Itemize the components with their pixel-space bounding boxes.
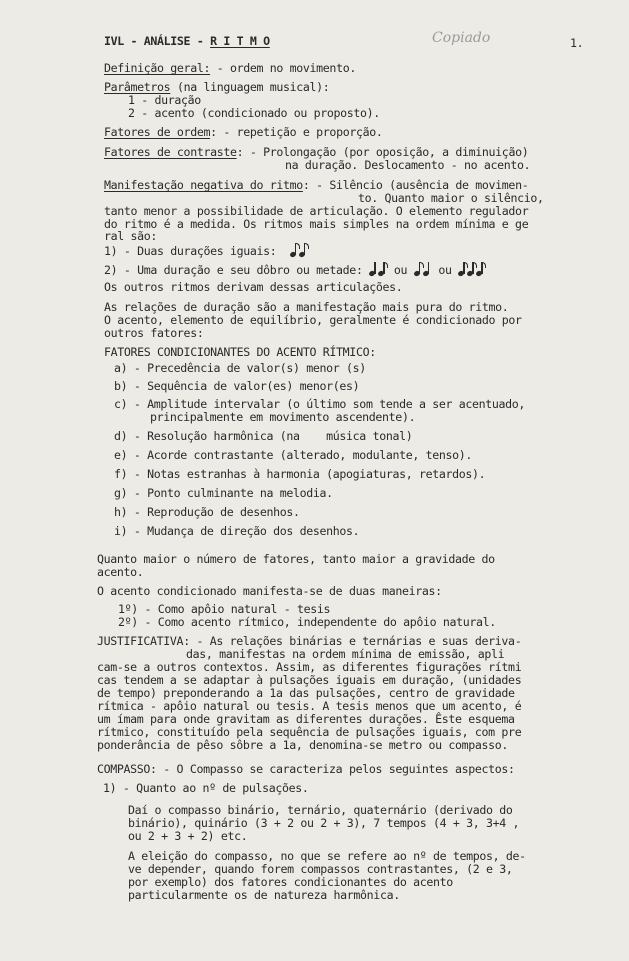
list-item: e) - Acorde contrastante (alterado, modulante, tenso). (114, 448, 473, 462)
rhythm-example-2: 2) - Uma duração e seu dôbro ou metade: ou ou (104, 262, 485, 279)
eighth-note-icon (299, 243, 306, 257)
text-line: outros fatores: (104, 326, 204, 340)
list-item: g) - Ponto culminante na melodia. (114, 486, 333, 500)
text-line: O acento condicionado manifesta-se de duas maneiras: (97, 584, 442, 598)
text-line: 1 - duração (128, 93, 201, 107)
text-line: O acento, elemento de equilíbrio, geralmente é condicionado por (104, 313, 522, 327)
page-title: IVL - ANÁLISE - R I T M O (104, 34, 270, 48)
text-line: ral são: (104, 229, 158, 243)
quarter-note-icon (423, 262, 430, 276)
text-line: de tempo) preponderando a 1a das pulsações, centro de gravidade (97, 686, 515, 700)
eighth-note-icon (458, 262, 465, 276)
text-line: As relações de duração são a manifestação mais pura do ritmo. (104, 300, 509, 314)
section-heading: FATORES CONDICIONANTES DO ACENTO RÍTMICO: (104, 345, 376, 359)
list-item: f) - Notas estranhas à harmonia (apogiaturas, retardos). (114, 467, 486, 481)
text-line: A eleição do compasso, no que se refere ao nº de tempos, de- (128, 849, 526, 863)
text-line: tanto menor a possibilidade de articulação. O elemento regulador (104, 204, 529, 218)
text-line: JUSTIFICATIVA: - As relações binárias e ternárias e suas deriva- (97, 634, 522, 648)
list-item: h) - Reprodução de desenhos. (114, 505, 300, 519)
text-line: Definição geral: - ordem no movimento. (104, 61, 356, 75)
page-number: 1. (570, 36, 584, 50)
text-line: ponderância de pêso sôbre a 1a, denomina-se metro ou compasso. (97, 738, 509, 752)
text-line: Quanto maior o número de fatores, tanto maior a gravidade do (97, 552, 495, 566)
text-line: ve depender, quando forem compassos contrastantes, (2 e 3, (128, 862, 513, 876)
list-item: 1º) - Como apôio natural - tesis (118, 602, 331, 616)
text-line: Daí o compasso binário, ternário, quaternário (derivado do (128, 803, 513, 817)
text-line: cam-se a outros contextos. Assim, as diferentes figurações rítmi (97, 660, 522, 674)
text-line: Manifestação negativa do ritmo: - Silêncio (ausência de movimen- (104, 178, 529, 192)
text-line: um ímam para onde gravitam as diferentes durações. Êste esquema (97, 712, 515, 726)
text-line: cas tendem a se adaptar à pulsações iguais em duração, (unidades (97, 673, 522, 687)
text-line: rítmico, constituído pela sequência de pulsações iguais, com pre (97, 725, 522, 739)
list-item: a) - Precedência de valor(s) menor (s) (114, 361, 366, 375)
list-item: i) - Mudança de direção dos desenhos. (114, 524, 360, 538)
text-line: do ritmo é a medida. Os ritmos mais simples na ordem mínima e ge (104, 217, 529, 231)
quarter-note-icon (369, 262, 376, 276)
text-line: na duração. Deslocamento - no acento. (285, 158, 531, 172)
text-line: das, manifestas na ordem mínima de emissão, apli (186, 647, 505, 661)
text-line: rítmica - apôio natural ou tesis. A tesis menos que um acento, é (97, 699, 522, 713)
text-line: Parâmetros (na linguagem musical): (104, 80, 330, 94)
eighth-note-icon (414, 262, 421, 276)
text-line: por exemplo) dos fatores condicionantes do acento (128, 875, 453, 889)
text-line: binário), quinário (3 + 2 ou 2 + 3), 7 tempos (4 + 3, 3+4 , (128, 816, 520, 830)
text-line: ou 2 + 3 + 2) etc. (128, 829, 248, 843)
list-item: c) - Amplitude intervalar (o último som tende a ser acentuado, (114, 397, 526, 411)
list-item: 1) - Quanto ao nº de pulsações. (103, 781, 309, 795)
handwritten-annotation: Copiado (432, 30, 491, 46)
text-line: to. Quanto maior o silêncio, (358, 191, 544, 205)
eighth-note-icon (378, 262, 385, 276)
list-item: principalmente em movimento ascendente). (150, 410, 416, 424)
text-line: 2 - acento (condicionado ou proposto). (128, 106, 380, 120)
text-line: particularmente os de natureza harmônica. (128, 888, 400, 902)
list-item: 2º) - Como acento rítmico, independente do apôio natural. (118, 615, 496, 629)
text-line: Os outros ritmos derivam dessas articulações. (104, 280, 403, 294)
eighth-note-icon (290, 243, 297, 257)
list-item: d) - Resolução harmônica (na música tonal) (114, 429, 413, 443)
text-line: acento. (97, 565, 144, 579)
text-line: Fatores de contraste: - Prolongação (por oposição, a diminuição) (104, 145, 529, 159)
rhythm-example-1: 1) - Duas durações iguais: (104, 243, 308, 260)
list-item: b) - Sequência de valor(es) menor(es) (114, 379, 360, 393)
section-heading: COMPASSO: - O Compasso se caracteriza pelos seguintes aspectos: (97, 762, 515, 776)
eighth-note-icon (467, 262, 474, 276)
eighth-note-icon (476, 262, 483, 276)
text-line: Fatores de ordem: - repetição e proporção. (104, 125, 383, 139)
